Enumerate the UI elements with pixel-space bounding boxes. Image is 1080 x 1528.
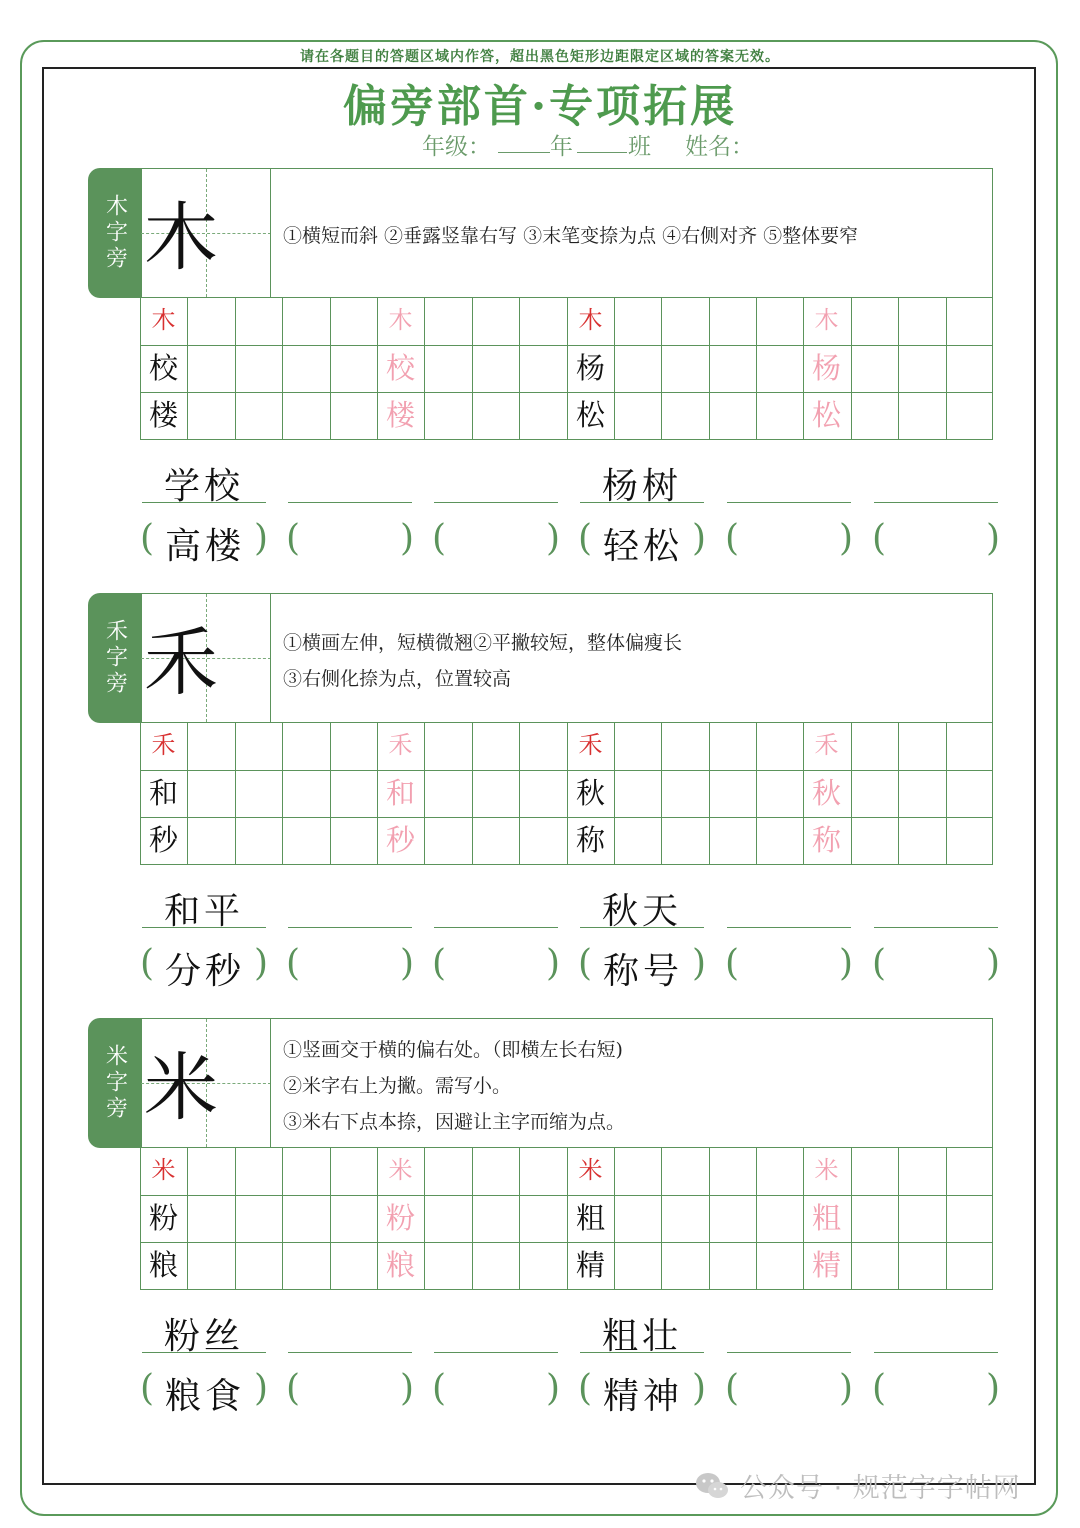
radical-section <box>0 168 1080 593</box>
word-blank[interactable] <box>434 927 558 928</box>
class-label: 班 <box>628 134 651 160</box>
word-blank[interactable] <box>874 927 998 928</box>
practice-model-char: 楼 <box>148 398 178 432</box>
practice-model-char: 杨 <box>811 351 841 385</box>
practice-model-char: 校 <box>148 351 178 385</box>
word-underline <box>580 502 704 503</box>
writing-tip: ①竖画交于横的偏右处。（即横左长右短) <box>283 1039 623 1061</box>
radical-demo-box <box>140 1018 271 1148</box>
model-paren-word: 分秒 <box>164 951 245 992</box>
word-blank[interactable] <box>288 927 412 928</box>
left-paren: ( <box>578 518 593 559</box>
notice-text: 请在各题目的答题区域内作答，超出黑色矩形边距限定区域的答案无效。 <box>300 49 780 65</box>
paren-blank[interactable] <box>306 947 396 987</box>
practice-model-char: 松 <box>811 398 841 432</box>
radical-model-char: 木 <box>151 306 176 334</box>
radical-model-char: 禾 <box>578 731 603 759</box>
paren-blank[interactable] <box>892 947 982 987</box>
practice-model-char: 杨 <box>575 351 605 385</box>
radical-section <box>0 593 1080 1018</box>
radical-demo-char: 米 <box>144 1045 218 1131</box>
practice-model-char: 校 <box>385 351 415 385</box>
right-paren: ) <box>839 518 854 559</box>
left-paren: ( <box>140 943 155 984</box>
word-blank[interactable] <box>727 927 851 928</box>
word-blank[interactable] <box>434 1352 558 1353</box>
left-paren: ( <box>725 943 740 984</box>
writing-tip: ①横短而斜 ②垂露竖靠右写 ③末笔变捺为点 ④右侧对齐 ⑤整体要窄 <box>283 225 859 247</box>
left-paren: ( <box>578 1368 593 1409</box>
writing-tips-box <box>270 168 993 298</box>
left-paren: ( <box>140 1368 155 1409</box>
paren-blank[interactable] <box>452 947 542 987</box>
right-paren: ) <box>986 518 1001 559</box>
paren-blank[interactable] <box>306 1372 396 1412</box>
left-paren: ( <box>872 1368 887 1409</box>
model-word: 粗壮 <box>601 1316 682 1357</box>
right-paren: ) <box>692 943 707 984</box>
right-paren: ) <box>692 1368 707 1409</box>
page-title: 偏旁部首·专项拓展 <box>342 81 738 132</box>
paren-blank[interactable] <box>892 522 982 562</box>
writing-tip: ③米右下点本捺，因避让主字而缩为点。 <box>283 1111 626 1133</box>
radical-demo-box <box>140 168 271 298</box>
left-paren: ( <box>140 518 155 559</box>
writing-tip: ①横画左伸，短横微翘②平撇较短，整体偏瘦长 <box>283 632 683 654</box>
paren-blank[interactable] <box>745 522 835 562</box>
right-paren: ) <box>839 943 854 984</box>
writing-tips-box <box>270 593 993 723</box>
practice-model-char: 称 <box>811 823 841 857</box>
paren-blank[interactable] <box>306 522 396 562</box>
writing-tips-box <box>270 1018 993 1148</box>
model-paren-word: 轻松 <box>602 526 683 567</box>
word-underline <box>142 502 266 503</box>
right-paren: ) <box>546 518 561 559</box>
left-paren: ( <box>286 518 301 559</box>
model-word: 学校 <box>163 466 244 507</box>
practice-grid[interactable] <box>140 297 993 440</box>
radical-model-char: 木 <box>578 306 603 334</box>
practice-model-char: 松 <box>575 398 605 432</box>
radical-model-char: 米 <box>151 1156 176 1184</box>
paren-blank[interactable] <box>745 947 835 987</box>
watermark-text: 公众号 · 规范字字帖网 <box>740 1473 1021 1504</box>
right-paren: ) <box>254 943 269 984</box>
wechat-icon <box>694 1468 730 1504</box>
left-paren: ( <box>432 943 447 984</box>
practice-model-char: 粮 <box>148 1248 178 1282</box>
radical-model-char: 禾 <box>151 731 176 759</box>
right-paren: ) <box>400 1368 415 1409</box>
word-blank[interactable] <box>288 502 412 503</box>
left-paren: ( <box>286 1368 301 1409</box>
left-paren: ( <box>286 943 301 984</box>
right-paren: ) <box>254 1368 269 1409</box>
practice-model-char: 精 <box>811 1248 841 1282</box>
word-underline <box>142 927 266 928</box>
watermark <box>694 1466 1021 1505</box>
right-paren: ) <box>254 518 269 559</box>
writing-tip: ③右侧化捺为点，位置较高 <box>283 668 512 690</box>
radical-tag <box>88 1018 142 1148</box>
radical-model-char: 禾 <box>388 731 413 759</box>
left-paren: ( <box>725 1368 740 1409</box>
radical-model-char: 木 <box>814 306 839 334</box>
right-paren: ) <box>986 1368 1001 1409</box>
grade-blank[interactable] <box>498 152 550 153</box>
practice-model-char: 粉 <box>148 1201 178 1235</box>
model-paren-word: 称号 <box>602 951 683 992</box>
word-underline <box>142 1352 266 1353</box>
practice-model-char: 精 <box>575 1248 605 1282</box>
practice-grid[interactable] <box>140 1147 993 1290</box>
right-paren: ) <box>400 943 415 984</box>
model-paren-word: 高楼 <box>164 526 245 567</box>
right-paren: ) <box>692 518 707 559</box>
model-word: 粉丝 <box>163 1316 244 1357</box>
left-paren: ( <box>432 1368 447 1409</box>
practice-model-char: 粗 <box>575 1201 605 1235</box>
word-underline <box>580 927 704 928</box>
left-paren: ( <box>725 518 740 559</box>
left-paren: ( <box>872 518 887 559</box>
right-paren: ) <box>546 943 561 984</box>
model-paren-word: 粮食 <box>164 1376 245 1417</box>
paren-blank[interactable] <box>452 1372 542 1412</box>
practice-model-char: 秋 <box>575 776 605 810</box>
paren-blank[interactable] <box>745 1372 835 1412</box>
practice-model-char: 粉 <box>385 1201 415 1235</box>
radical-tag <box>88 593 142 723</box>
practice-model-char: 秒 <box>385 823 415 857</box>
radical-model-char: 木 <box>388 306 413 334</box>
model-word: 杨树 <box>601 466 682 507</box>
practice-model-char: 秋 <box>811 776 841 810</box>
name-label: 姓名： <box>685 134 754 160</box>
radical-model-char: 米 <box>814 1156 839 1184</box>
practice-grid[interactable] <box>140 722 993 865</box>
practice-model-char: 和 <box>148 776 178 810</box>
word-blank[interactable] <box>874 502 998 503</box>
radical-demo-char: 木 <box>144 195 218 281</box>
radical-tag-text: 米字旁 <box>102 1044 128 1122</box>
word-blank[interactable] <box>727 502 851 503</box>
model-word: 秋天 <box>601 891 682 932</box>
radical-model-char: 禾 <box>814 731 839 759</box>
grade-label: 年级： <box>422 134 491 160</box>
radical-demo-box <box>140 593 271 723</box>
word-blank[interactable] <box>434 502 558 503</box>
left-paren: ( <box>872 943 887 984</box>
radical-tag-text: 木字旁 <box>102 194 128 272</box>
model-word: 和平 <box>163 891 244 932</box>
paren-blank[interactable] <box>892 1372 982 1412</box>
practice-model-char: 称 <box>575 823 605 857</box>
radical-tag-text: 禾字旁 <box>102 619 128 697</box>
radical-demo-char: 禾 <box>144 620 218 706</box>
practice-model-char: 粗 <box>811 1201 841 1235</box>
radical-model-char: 米 <box>578 1156 603 1184</box>
writing-tip: ②米字右上为撇。需写小。 <box>283 1075 512 1097</box>
paren-blank[interactable] <box>452 522 542 562</box>
left-paren: ( <box>578 943 593 984</box>
practice-model-char: 秒 <box>148 823 178 857</box>
radical-section <box>0 1018 1080 1443</box>
word-blank[interactable] <box>288 1352 412 1353</box>
practice-model-char: 和 <box>385 776 415 810</box>
right-paren: ) <box>546 1368 561 1409</box>
right-paren: ) <box>839 1368 854 1409</box>
model-paren-word: 精神 <box>602 1376 683 1417</box>
left-paren: ( <box>432 518 447 559</box>
radical-model-char: 米 <box>388 1156 413 1184</box>
practice-model-char: 粮 <box>385 1248 415 1282</box>
right-paren: ) <box>400 518 415 559</box>
word-blank[interactable] <box>874 1352 998 1353</box>
class-blank[interactable] <box>577 152 627 153</box>
year-label: 年 <box>550 134 573 160</box>
right-paren: ) <box>986 943 1001 984</box>
radical-tag <box>88 168 142 298</box>
word-blank[interactable] <box>727 1352 851 1353</box>
word-underline <box>580 1352 704 1353</box>
practice-model-char: 楼 <box>385 398 415 432</box>
